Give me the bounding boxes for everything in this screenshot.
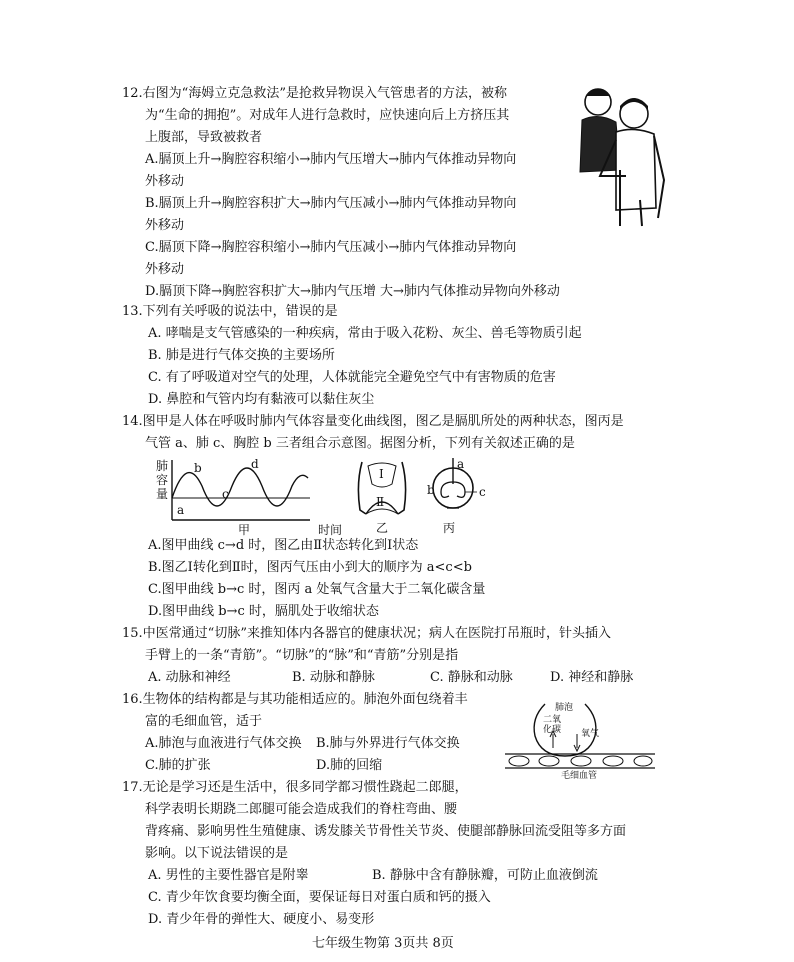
- point-b-label: b: [194, 461, 202, 475]
- q17-option-c: C. 青少年饮食要均衡全面，要保证每日对蛋白质和钙的摄入: [148, 890, 491, 905]
- q15-option-a: A. 动脉和神经: [148, 670, 231, 685]
- o2-label: 氧气: [581, 729, 600, 739]
- ylabel-char-1: 肺: [156, 459, 169, 473]
- alveolus-label: 肺泡: [555, 703, 574, 713]
- q17-option-b: B. 静脉中含有静脉瓣，可防止血液倒流: [372, 868, 598, 883]
- q15-option-b: B. 动脉和静脉: [292, 670, 375, 685]
- figure-yi-diaphragm: [352, 454, 412, 534]
- yi-state-1: I: [379, 467, 384, 481]
- q13-stem: 13.下列有关呼吸的说法中，错误的是: [122, 304, 338, 319]
- q15-option-d: D. 神经和静脉: [550, 670, 634, 685]
- q13-option-d: D. 鼻腔和气管内均有黏液可以黏住灰尘: [148, 392, 375, 407]
- q17-stem-4: 影响。以下说法错误的是: [145, 846, 289, 861]
- caption-yi: 乙: [376, 521, 389, 535]
- point-d-label: d: [251, 457, 259, 471]
- co2-label-1: 二氧: [543, 715, 562, 725]
- q17-stem-1: 17.无论是学习还是生活中，很多同学都习惯性跷起二郎腿，: [122, 780, 468, 795]
- bing-label-b: b: [427, 483, 435, 497]
- q14-stem-1: 14.图甲是人体在呼吸时肺内气体容量变化曲线图，图乙是膈肌所处的两种状态，图丙是: [122, 414, 624, 429]
- q14-option-d: D.图甲曲线 b→c 时，膈肌处于收缩状态: [148, 604, 379, 619]
- q12-stem-2: 为“生命的拥抱”。对成年人进行急救时，应快速向后上方挤压其: [145, 108, 510, 123]
- figure-bing-lung-model: [425, 454, 495, 534]
- q12-option-b: B.膈顶上升→胸腔容积扩大→肺内气压减小→肺内气体推动异物向: [145, 196, 517, 211]
- q17-option-d: D. 青少年骨的弹性大、硬度小、易变形: [148, 912, 375, 927]
- q16-stem-1: 16.生物体的结构都是与其功能相适应的。肺泡外面包绕着丰: [122, 692, 468, 707]
- volume-curve: [172, 468, 308, 506]
- q17-stem-3: 背疼痛、影响男性生殖健康、诱发膝关节骨性关节炎、使腿部静脉回流受阻等多方面: [145, 824, 627, 839]
- q12-stem-3: 上腹部，导致被救者: [145, 130, 263, 145]
- q16-option-c: C.肺的扩张: [145, 758, 211, 773]
- page-footer: 七年级生物第 3页共 8页: [312, 936, 454, 951]
- q16-stem-2: 富的毛细血管，适于: [145, 714, 263, 729]
- heimlich-illustration: [560, 80, 670, 230]
- q15-option-c: C. 静脉和动脉: [430, 670, 513, 685]
- q12-option-c: C.膈顶下降→胸腔容积缩小→肺内气压减小→肺内气体推动异物向: [145, 240, 517, 255]
- q12-option-c-cont: 外移动: [145, 262, 185, 277]
- point-a-label: a: [177, 503, 185, 517]
- yi-state-2: Ⅱ: [376, 495, 385, 509]
- q14-option-a: A.图甲曲线 c→d 时，图乙由Ⅱ状态转化到Ⅰ状态: [148, 538, 419, 553]
- bing-label-c: c: [479, 485, 486, 499]
- q16-option-d: D.肺的回缩: [316, 758, 383, 773]
- figure-jia-lung-volume-curve: [150, 456, 350, 536]
- q12-option-a-cont: 外移动: [145, 174, 185, 189]
- q16-option-a: A.肺泡与血液进行气体交换: [145, 736, 302, 751]
- q15-stem-1: 15.中医常通过“切脉”来推知体内各器官的健康状况；病人在医院打吊瓶时，针头插入: [122, 626, 611, 641]
- q17-stem-2: 科学表明长期跷二郎腿可能会造成我们的脊柱弯曲、腰: [145, 802, 458, 817]
- q14-option-b: B.图乙Ⅰ转化到Ⅱ时，图丙气压由小到大的顺序为 a<c<b: [148, 560, 472, 575]
- capillary-label: 毛细血管: [561, 771, 598, 781]
- q12-option-a: A.膈顶上升→胸腔容积缩小→肺内气压增大→肺内气体推动异物向: [145, 152, 517, 167]
- ylabel-char-2: 容: [156, 473, 169, 487]
- caption-jia: 甲: [238, 523, 251, 537]
- q13-option-a: A. 哮喘是支气管感染的一种疾病，常由于吸入花粉、灰尘、兽毛等物质引起: [148, 326, 582, 341]
- q14-stem-2: 气管 a、肺 c、胸腔 b 三者组合示意图。据图分析，下列有关叙述正确的是: [145, 436, 575, 451]
- q15-stem-2: 手臂上的一条“青筋”。“切脉”的“脉”和“青筋”分别是指: [145, 648, 459, 663]
- caption-bing: 丙: [443, 521, 456, 535]
- point-c-label: c: [222, 487, 229, 501]
- figure-alveolus-capillary: [505, 696, 655, 781]
- ylabel-char-3: 量: [156, 487, 169, 501]
- bing-label-a: a: [457, 457, 465, 471]
- xlabel-time: 时间: [318, 523, 343, 537]
- q12-stem-1: 12.右图为“海姆立克急救法”是抢救异物误入气管患者的方法，被称: [122, 86, 507, 101]
- q12-option-d: D.膈顶下降→胸腔容积扩大→肺内气压增 大→肺内气体推动异物向外移动: [145, 284, 560, 299]
- co2-label-2: 化碳: [543, 725, 562, 735]
- q13-option-c: C. 有了呼吸道对空气的处理，人体就能完全避免空气中有害物质的危害: [148, 370, 556, 385]
- q12-option-b-cont: 外移动: [145, 218, 185, 233]
- q14-option-c: C.图甲曲线 b→c 时，图丙 a 处氧气含量大于二氧化碳含量: [148, 582, 486, 597]
- q17-option-a: A. 男性的主要性器官是附睾: [148, 868, 309, 883]
- q13-option-b: B. 肺是进行气体交换的主要场所: [148, 348, 335, 363]
- q16-option-b: B.肺与外界进行气体交换: [316, 736, 460, 751]
